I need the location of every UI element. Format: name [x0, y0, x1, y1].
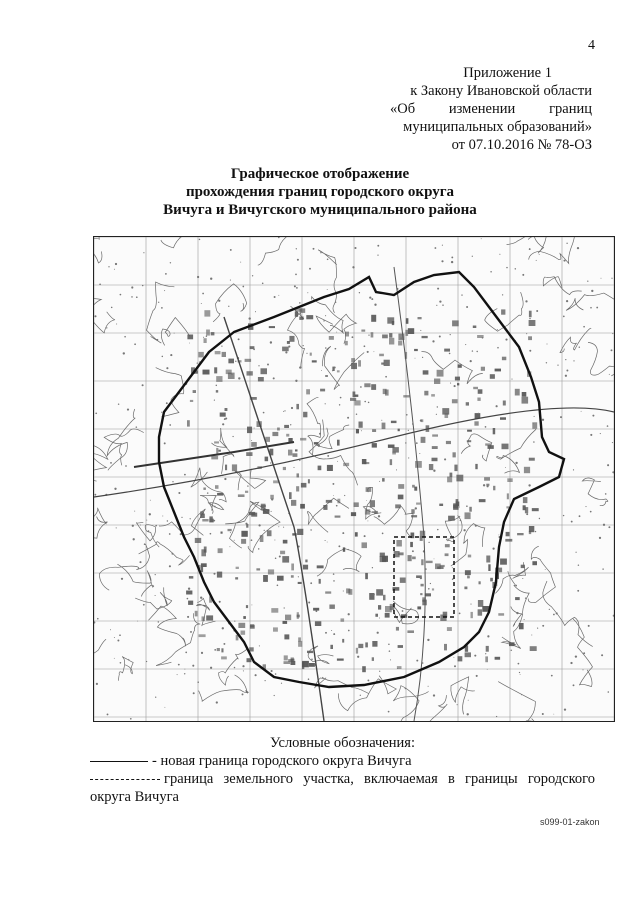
- appendix-header: [390, 64, 592, 154]
- city-boundary-line: [159, 272, 564, 687]
- appendix-line: муниципальных образований»: [403, 119, 592, 135]
- appendix-line: от 07.10.2016 № 78-ОЗ: [451, 137, 592, 153]
- legend-dashed-text: граница земельного участка, включаемая в границы городского округа Вичуга: [90, 771, 595, 805]
- appendix-line: к Закону Ивановской области: [410, 83, 592, 99]
- legend-item-solid: [90, 752, 595, 770]
- appendix-line: «Об изменении границ: [390, 101, 592, 117]
- dashed-line-sample: [90, 779, 160, 780]
- title-line: Вичуга и Вичугского муниципального района: [163, 202, 477, 218]
- title-line: Графическое отображение: [230, 166, 410, 182]
- topographic-map-image: [93, 236, 615, 722]
- document-title: [0, 165, 640, 219]
- appendix-line: Приложение 1: [463, 65, 552, 81]
- legend-solid-text: - новая граница городского округа Вичуга: [152, 753, 412, 769]
- legend-heading: Условные обозначения:: [269, 735, 416, 751]
- legend: [90, 734, 595, 806]
- solid-line-sample: [90, 761, 148, 762]
- legend-item-dashed: [90, 770, 595, 806]
- title-line: прохождения границ городского округа: [185, 184, 455, 200]
- page-number: 4: [588, 38, 595, 53]
- document-code: s099-01-zakon: [540, 817, 600, 827]
- map-drawing: [94, 237, 614, 721]
